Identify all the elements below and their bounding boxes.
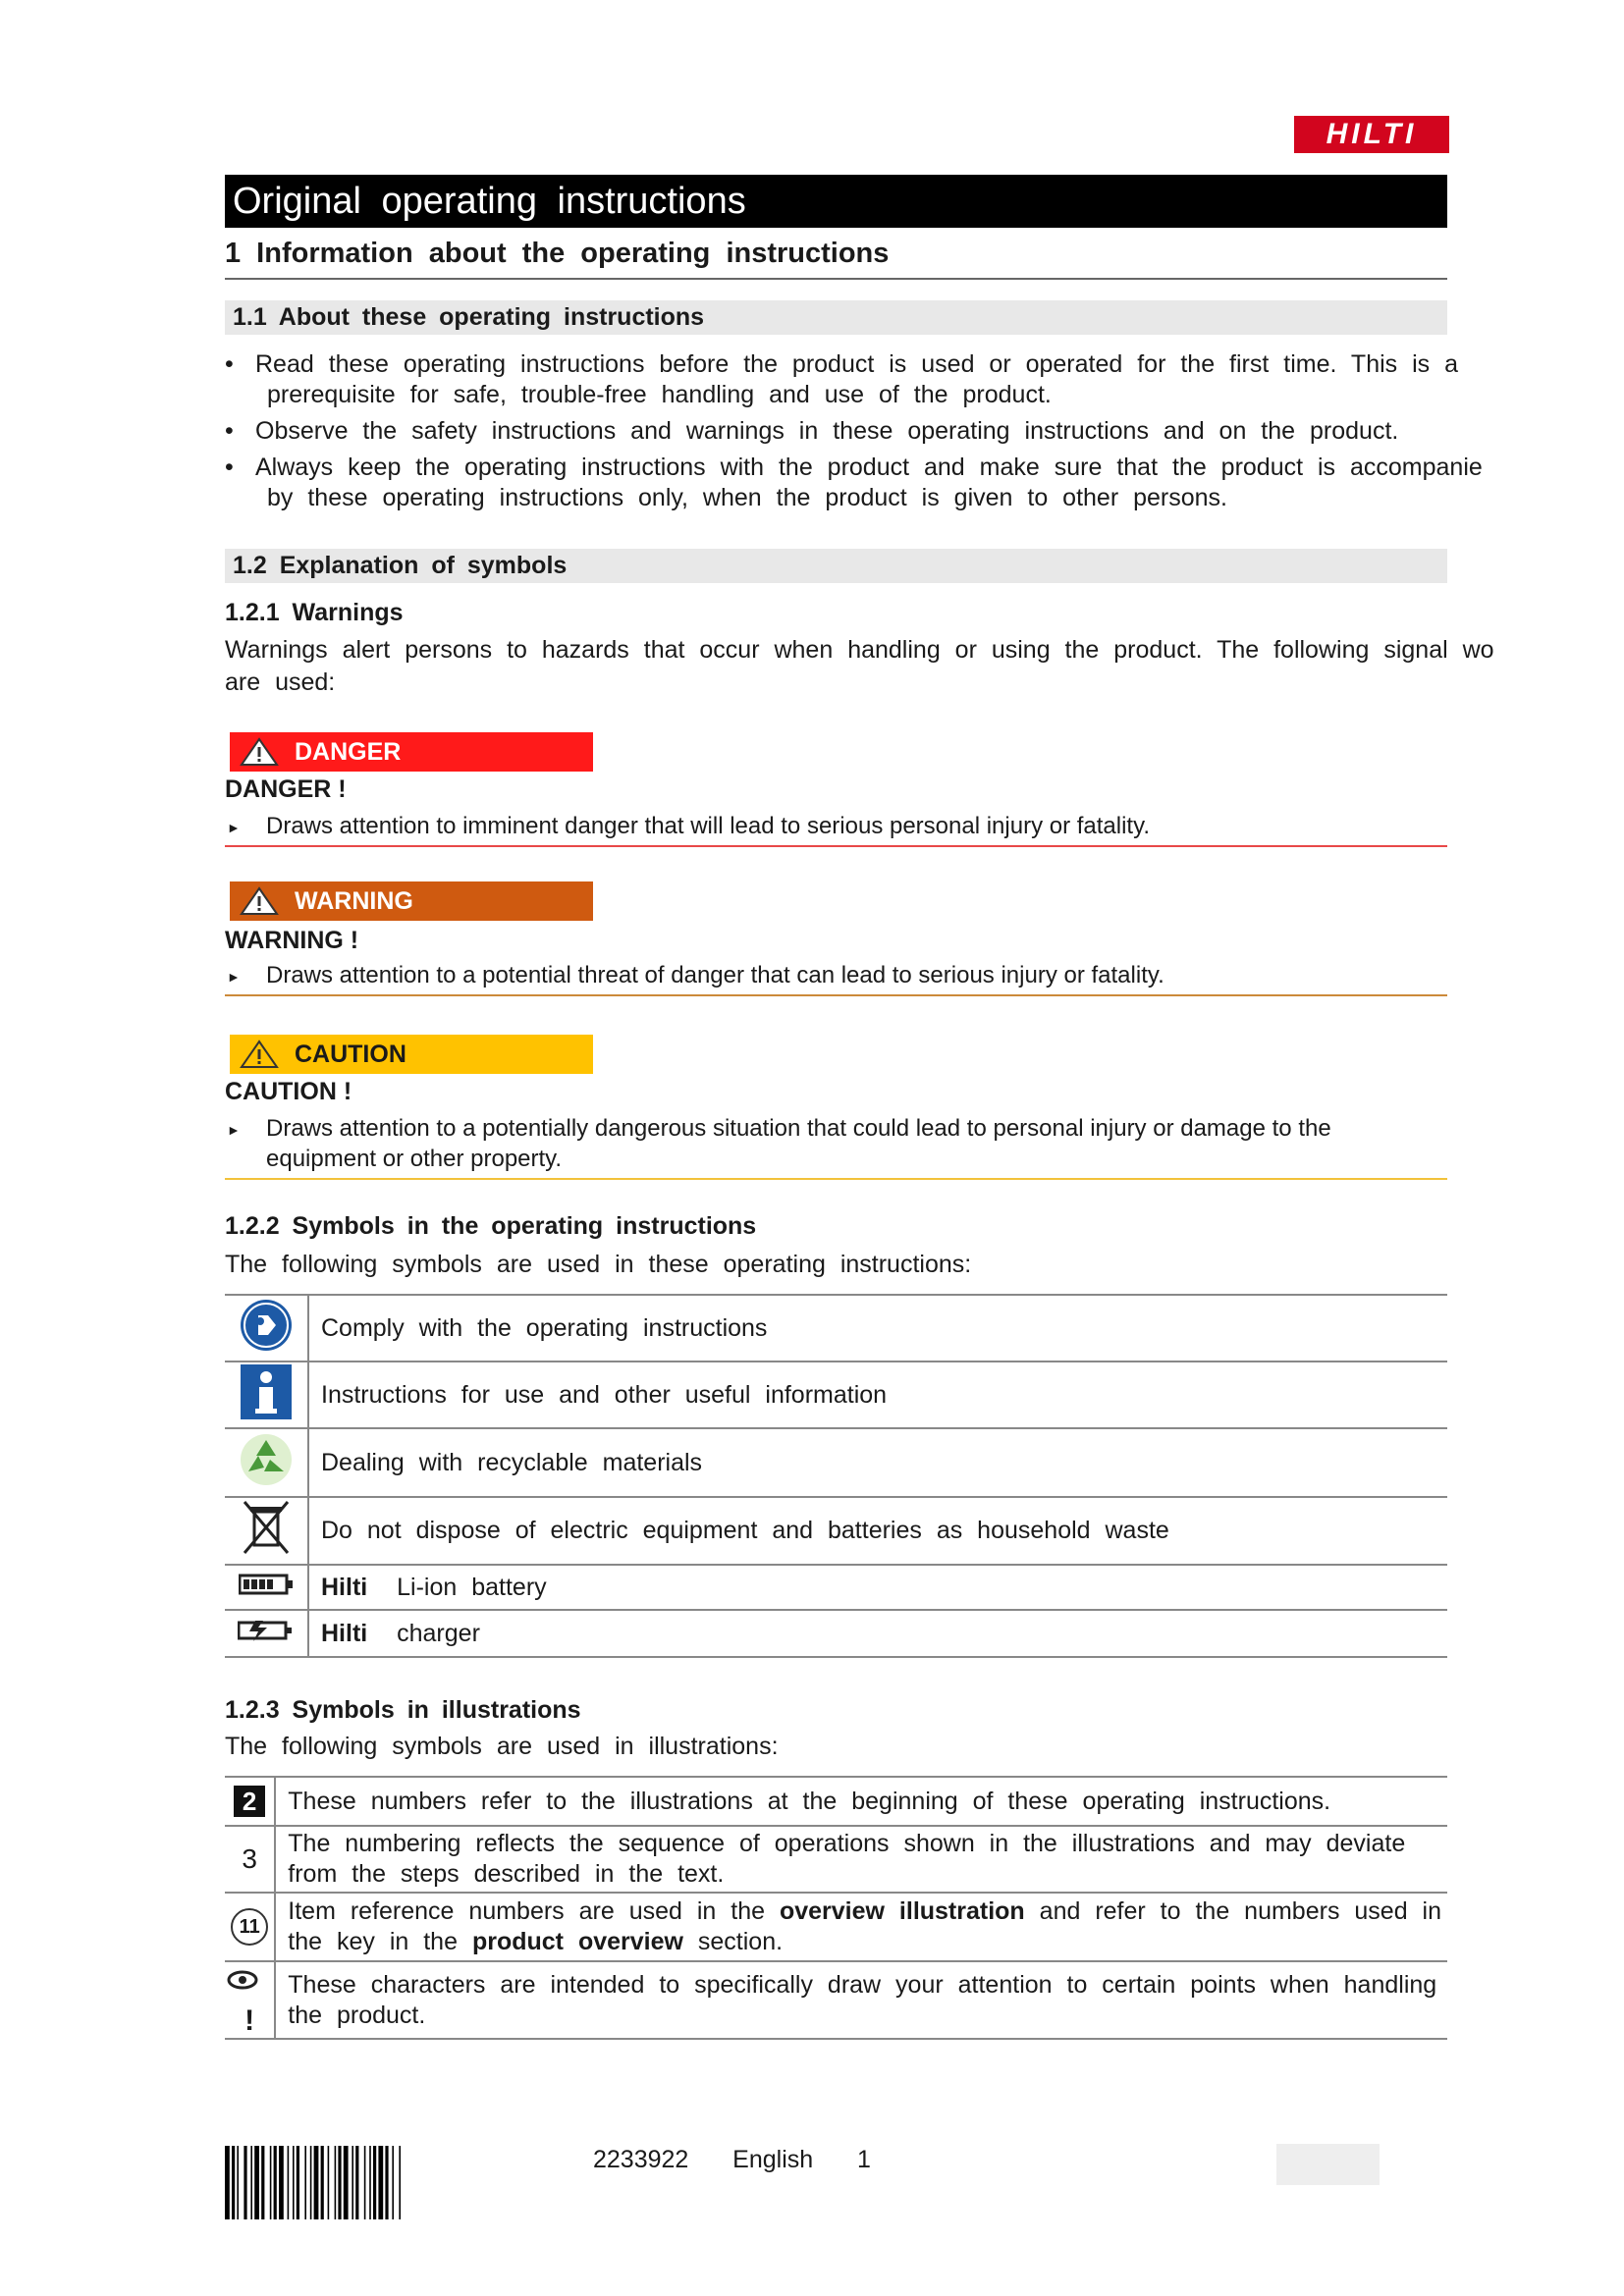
- caution-word: CAUTION !: [225, 1078, 352, 1105]
- danger-word: DANGER !: [225, 775, 347, 803]
- attention-mark: !: [244, 2004, 255, 2037]
- section-1-1-bullets: [225, 349, 1599, 519]
- bullet-item: [225, 416, 1599, 447]
- page-number: 1: [857, 2146, 871, 2173]
- item-reference-icon: [225, 1893, 275, 1961]
- desc-line: Draws attention to a potentially dangerous situation that could lead to personal injury or damage to the: [266, 1115, 1331, 1142]
- comply-manual-icon: [225, 1295, 308, 1362]
- table-row: [225, 1961, 1447, 2039]
- symbol-text: [275, 1961, 1447, 2039]
- warnings-intro: [225, 634, 1599, 699]
- arrow-icon: ►: [227, 820, 241, 835]
- symbols-table: [225, 1294, 1447, 1658]
- text-bold: overview illustration: [779, 1897, 1025, 1925]
- step-number-icon: 3: [225, 1826, 275, 1893]
- warning-badge: [230, 881, 593, 921]
- badge-label: DANGER: [295, 738, 402, 766]
- text-run: Item reference numbers are used in the: [288, 1897, 766, 1925]
- symbol-text: Dealing with recyclable materials: [308, 1428, 1447, 1497]
- table-row: [225, 1362, 1447, 1428]
- badge-label: CAUTION: [295, 1041, 406, 1068]
- symbols-intro: The following symbols are used in these operating instructions:: [225, 1251, 972, 1278]
- symbol-text: Instructions for use and other useful information: [308, 1362, 1447, 1428]
- bullet-line: • Always keep the operating instructions with the product and make sure that the product is accompanie: [255, 454, 1483, 481]
- arrow-icon: ►: [227, 1122, 241, 1138]
- document-language: English: [732, 2146, 814, 2173]
- table-row: [225, 1777, 1447, 1826]
- symbol-text: Comply with the operating instructions: [308, 1295, 1447, 1362]
- bullet-line: • Read these operating instructions before the product is used or operated for the first time. This is a: [255, 350, 1459, 378]
- text-line: These characters are intended to specifically draw your attention to certain points when handling: [288, 1970, 1437, 1999]
- desc-line: equipment or other property.: [266, 1146, 563, 1172]
- warning-triangle-icon: [240, 1040, 279, 1069]
- footer-info: [593, 2146, 871, 2174]
- caution-description: [225, 1113, 1447, 1180]
- intro-line: Warnings alert persons to hazards that occur when handling or using the product. The following signal wo: [225, 636, 1494, 664]
- page-title: Original operating instructions: [225, 175, 1447, 228]
- text-line: the product.: [288, 2001, 426, 2029]
- table-row: [225, 1610, 1447, 1657]
- table-row: [225, 1565, 1447, 1610]
- bullet-line: prerequisite for safe, trouble-free handling and use of the product.: [267, 381, 1052, 408]
- symbol-text: These numbers refer to the illustrations at the beginning of these operating instructions.: [275, 1777, 1447, 1826]
- barcode: [225, 2146, 561, 2219]
- bullet-item: [225, 349, 1599, 410]
- text-run: the key in the: [288, 1928, 458, 1955]
- recycle-icon: [225, 1428, 308, 1497]
- blank-label-box: [1276, 2144, 1380, 2185]
- symbol-text-rest: charger: [397, 1619, 480, 1647]
- bullet-item: [225, 453, 1599, 513]
- warning-word: WARNING !: [225, 927, 359, 954]
- section-1-2-2-heading: 1.2.2 Symbols in the operating instructions: [225, 1212, 757, 1240]
- table-row: [225, 1295, 1447, 1362]
- text-run: and refer to the numbers used in: [1039, 1897, 1441, 1925]
- info-icon: [225, 1362, 308, 1428]
- symbol-text: [275, 1893, 1447, 1961]
- desc-line: Draws attention to imminent danger that will lead to serious personal injury or fatality.: [266, 813, 1150, 839]
- text-line: The numbering reflects the sequence of operations shown in the illustrations and may deviate: [288, 1830, 1406, 1857]
- table-row: [225, 1428, 1447, 1497]
- warning-triangle-icon: [240, 886, 279, 916]
- eye-attention-icon: [225, 1961, 275, 2039]
- illustrations-table: [225, 1776, 1447, 2040]
- section-1-2-3-heading: 1.2.3 Symbols in illustrations: [225, 1696, 581, 1724]
- warning-triangle-icon: [240, 737, 279, 767]
- intro-line: are used:: [225, 668, 336, 696]
- table-row: [225, 1826, 1447, 1893]
- charger-icon: [225, 1610, 308, 1657]
- number-box-label: 2: [234, 1786, 265, 1817]
- section-1-2-1-heading: 1.2.1 Warnings: [225, 599, 404, 626]
- badge-label: WARNING: [295, 887, 413, 915]
- table-row: [225, 1497, 1447, 1565]
- arrow-icon: ►: [227, 969, 241, 985]
- section-1-heading: 1 Information about the operating instructions: [225, 238, 1447, 280]
- battery-icon: [225, 1565, 308, 1610]
- bullet-line: • Observe the safety instructions and warnings in these operating instructions and on the product.: [255, 417, 1399, 445]
- text-line: [288, 1896, 1441, 1927]
- caution-badge: [230, 1035, 593, 1074]
- symbol-text: Do not dispose of electric equipment and batteries as household waste: [308, 1497, 1447, 1565]
- item-reference-label: 11: [231, 1908, 268, 1946]
- section-1-2-heading: 1.2 Explanation of symbols: [225, 549, 1447, 583]
- number-box-icon: [225, 1777, 275, 1826]
- symbol-text: [308, 1565, 1447, 1610]
- text-line: from the steps described in the text.: [288, 1860, 725, 1888]
- crossed-bin-icon: [225, 1497, 308, 1565]
- text-run: section.: [697, 1928, 784, 1955]
- desc-line: Draws attention to a potential threat of danger that can lead to serious injury or fatality.: [266, 962, 1164, 988]
- table-row: [225, 1893, 1447, 1961]
- document-code: 2233922: [593, 2146, 689, 2173]
- text-line: [288, 1927, 1441, 1957]
- symbol-text-rest: Li-ion battery: [397, 1573, 547, 1601]
- bullet-line: by these operating instructions only, when the product is given to other persons.: [267, 484, 1227, 511]
- danger-badge: [230, 732, 593, 772]
- brand-bold: Hilti: [321, 1619, 368, 1647]
- hilti-logo: HILTI: [1294, 116, 1449, 153]
- section-1-1-heading: 1.1 About these operating instructions: [225, 300, 1447, 335]
- symbol-text: [308, 1610, 1447, 1657]
- illustrations-intro: The following symbols are used in illustrations:: [225, 1733, 779, 1760]
- warning-description: [225, 960, 1447, 996]
- text-bold: product overview: [471, 1928, 683, 1955]
- brand-bold: Hilti: [321, 1573, 368, 1601]
- symbol-text: [275, 1826, 1447, 1893]
- danger-description: [225, 811, 1447, 847]
